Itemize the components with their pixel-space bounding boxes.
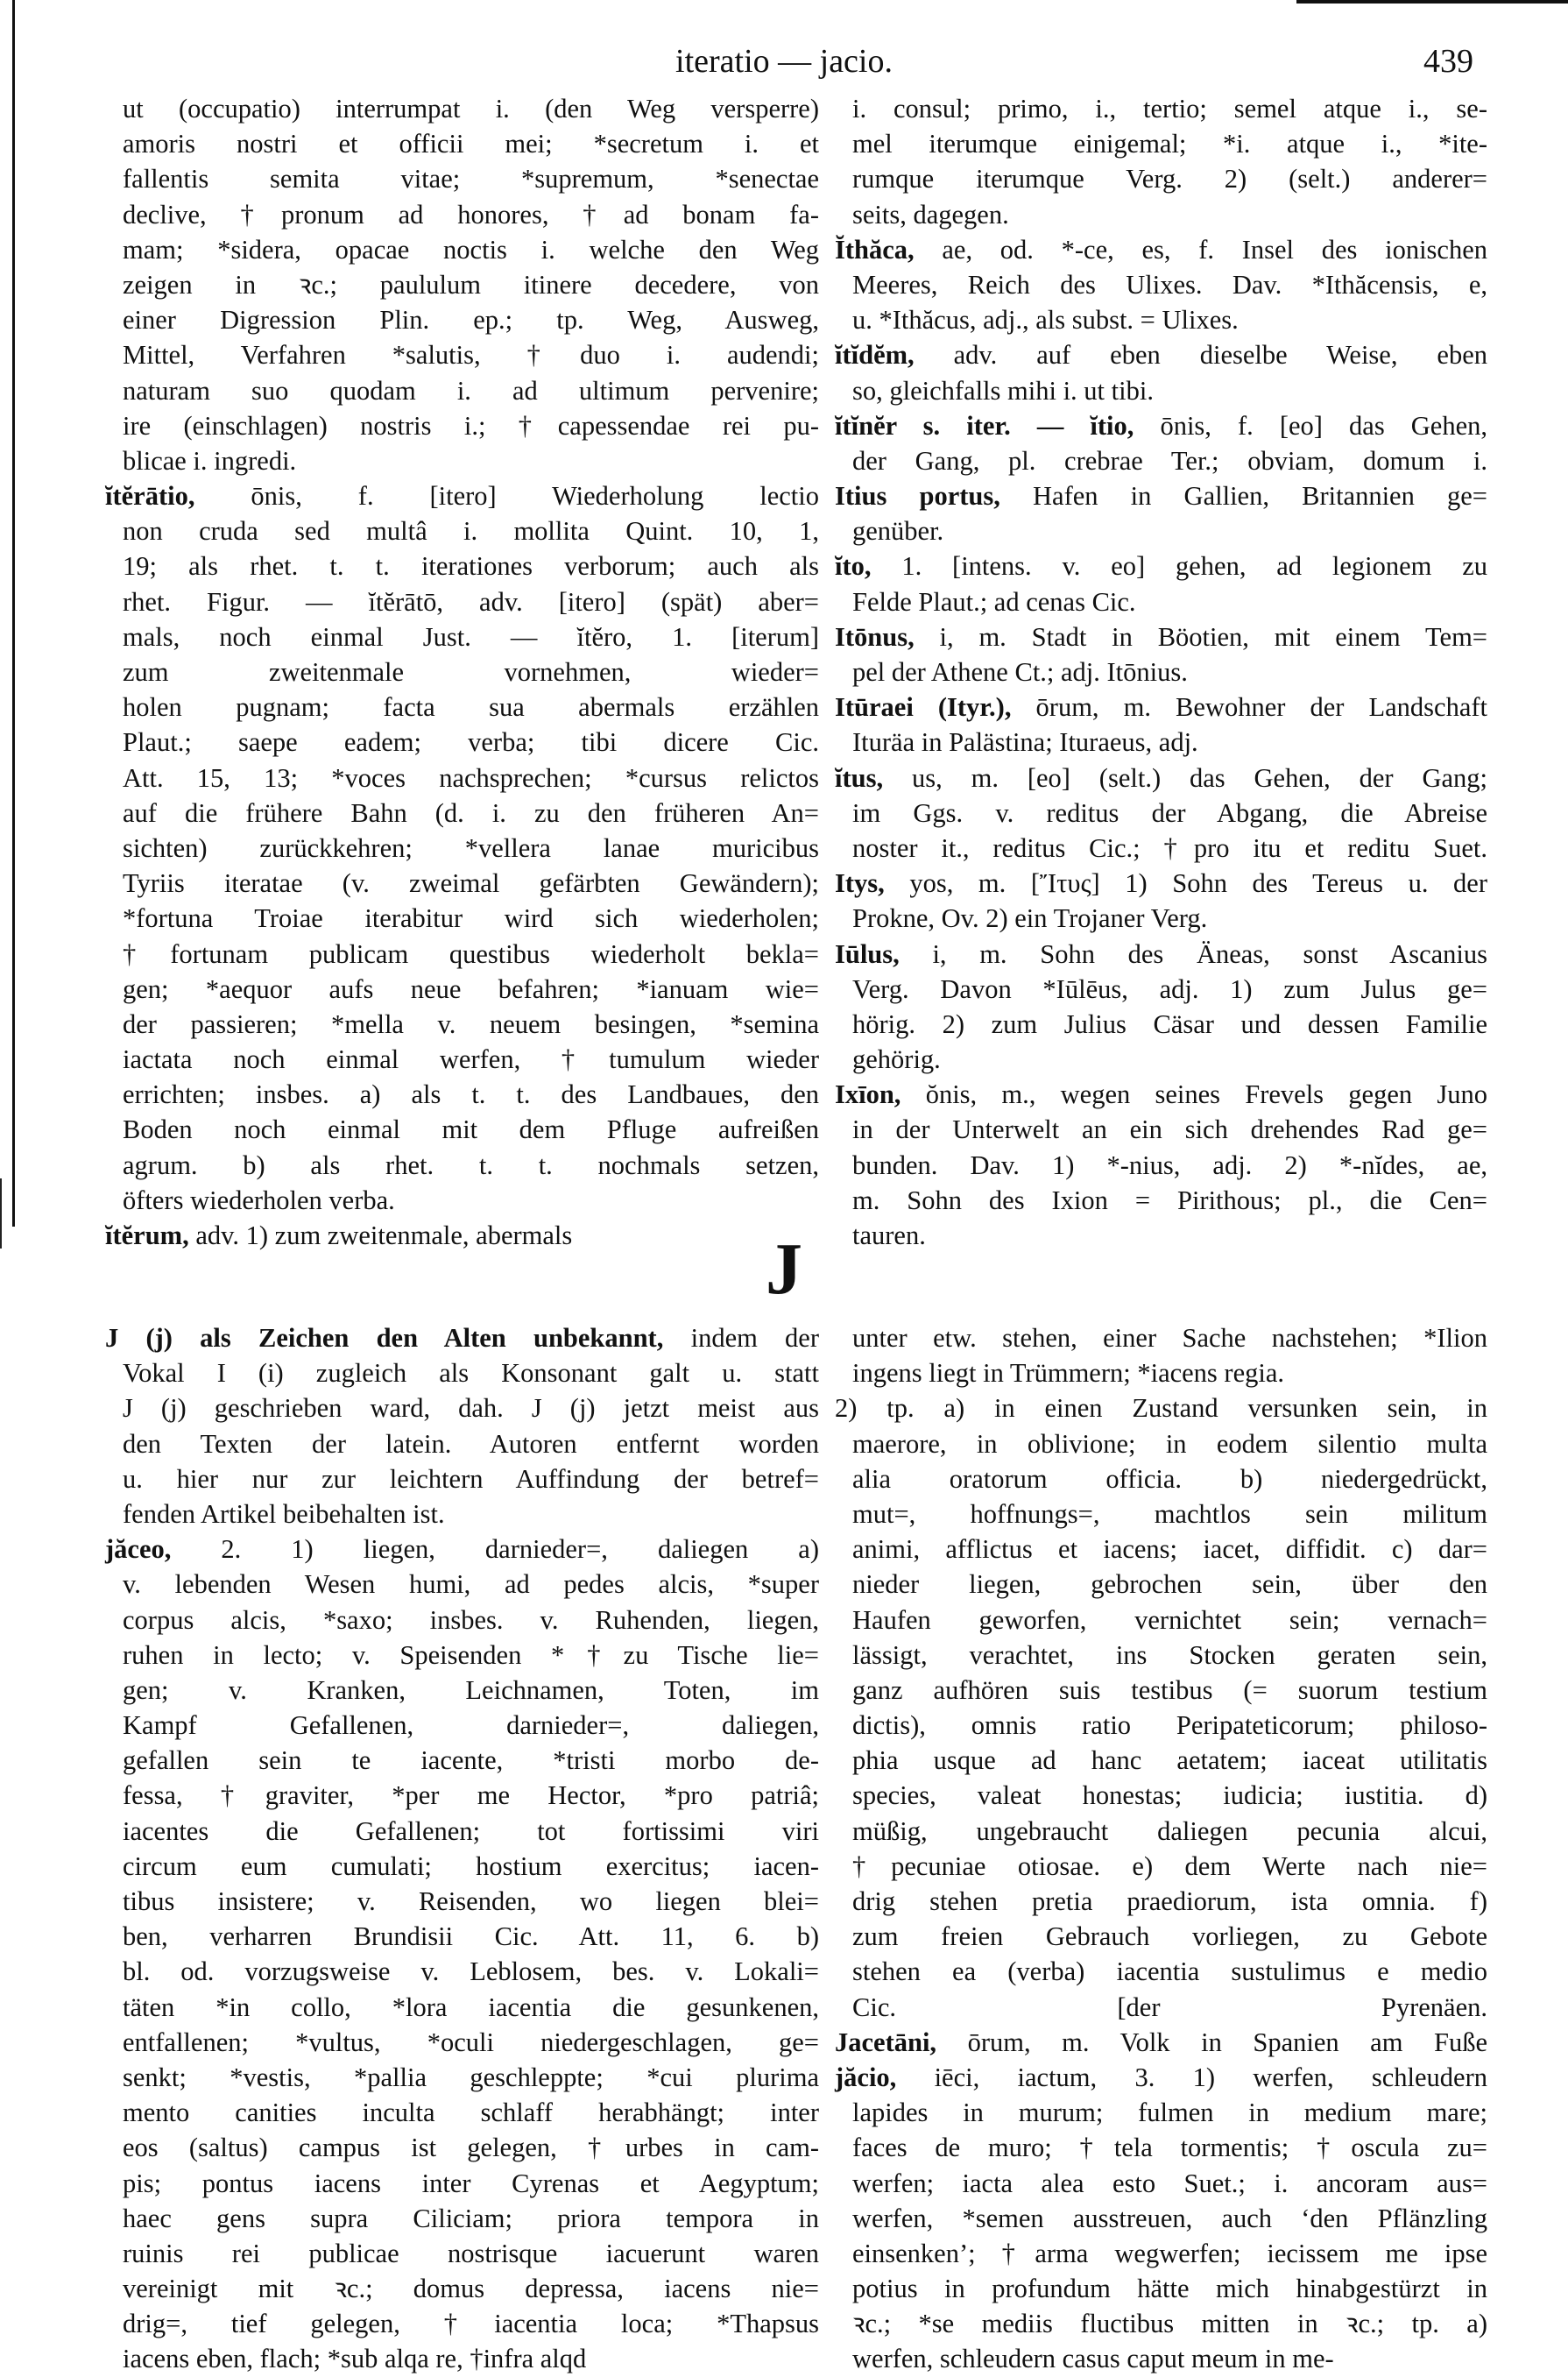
column-bottom-left [105, 1320, 819, 2377]
entry-line: noster it., reditus Cic.; †pro itu et reditu Suet. [852, 832, 1487, 863]
entry-line: werfen, schleudern casus caput meum in me- [852, 2344, 1334, 2374]
entry-line: zeigen in ꝛc.; paululum itinere decedere, von [123, 269, 819, 300]
entry-first-line: ĭto, 1. [intens. v. eo] gehen, ad legionem zu [835, 551, 1487, 582]
entry-line: Cic. [der Pyrenäen. [852, 1991, 1487, 2022]
entry-line: †pecuniae otiosae. e) dem Werte nach nie= [852, 1850, 1487, 1881]
entry-line: species, valeat honestas; iudicia; iustitia. d) [852, 1780, 1487, 1811]
entry-first-line: ĭtĕrum, adv. 1) zum zweitenmale, abermals [105, 1220, 573, 1250]
entry-line: Prokne, Ov. 2) ein Trojaner Verg. [852, 903, 1208, 934]
entry-line: holen pugnam; facta sua abermals erzählen [123, 692, 819, 723]
headword: Ixīon, [835, 1079, 901, 1110]
entry-line: einsenken’; †arma wegwerfen; iecissem me ipse [852, 2238, 1487, 2268]
column-top-left [105, 91, 819, 1253]
entry-first-line: Jacetāni, ōrum, m. Volk in Spanien am Fuße [835, 2027, 1487, 2057]
page-number: 439 [1423, 43, 1473, 80]
headword: Itius portus, [835, 481, 1000, 512]
entry-first-line: ĭtus, us, m. [eo] (selt.) das Gehen, der Gang; [835, 762, 1487, 793]
entry-line: circum eum cumulati; hostium exercitus; iacen- [123, 1850, 819, 1881]
headword: ĭtĭdĕm, [835, 340, 915, 371]
entry-line: drig stehen pretia praediorum, ista omnia. f) [852, 1886, 1487, 1916]
entry-line: maerore, in oblivione; in eodem silentio multa [852, 1428, 1487, 1459]
entry-line: naturam suo quodam i. ad ultimum pervenire; [123, 375, 819, 406]
entry-line: vereinigt mit ꝛc.; domus depressa, iacens nie= [123, 2274, 819, 2304]
entry-line: lapides in murum; fulmen in medium mare; [852, 2098, 1487, 2128]
entry-line: in der Unterwelt an ein sich drehendes Rad ge= [852, 1114, 1487, 1145]
entry-line: mam; *sidera, opacae noctis i. welche den Weg [123, 234, 819, 265]
entry-line: bunden. Dav. 1) *-nius, adj. 2) *-nĭdes, ae, [852, 1150, 1487, 1180]
entry-line: entfallenen; *vultus, *oculi niedergeschlagen, ge= [123, 2027, 819, 2057]
entry-line: hörig. 2) zum Julius Cäsar und dessen Familie [852, 1008, 1487, 1039]
entry-line: iacentes die Gefallenen; tot fortissimi viri [123, 1815, 819, 1846]
entry-line: fessa, †graviter, *per me Hector, *pro patriâ; [123, 1780, 819, 1811]
entry-line: fenden Artikel beibehalten ist. [123, 1498, 445, 1529]
headword: Itys, [835, 868, 885, 899]
entry-line: Mittel, Verfahren *salutis, †duo i. audendi; [123, 340, 819, 371]
entry-line: potius in profundum hätte mich hinabgestürzt in [852, 2274, 1487, 2304]
headword: ĭtĕrātio, [105, 481, 195, 512]
entry-line: u. hier nur zur leichtern Auffindung der betref= [123, 1463, 819, 1494]
entry-line: werfen, *semen ausstreuen, auch ‘den Pflänzling [852, 2203, 1487, 2233]
entry-line: m. Sohn des Ixion = Pirithous; pl., die Cen= [852, 1185, 1487, 1215]
entry-line: senkt; *vestis, *pallia geschleppte; *cui plurima [123, 2062, 819, 2092]
entry-line: dictis), omnis ratio Peripateticorum; philoso- [852, 1710, 1487, 1741]
entry-line: der passieren; *mella v. neuem besingen, *semina [123, 1008, 819, 1039]
entry-line: rhet. Figur. — ĭtĕrātō, adv. [itero] (spät) aber= [123, 586, 819, 617]
entry-line: non cruda sed multâ i. mollita Quint. 10, 1, [123, 516, 819, 547]
headword: ĭto, [835, 551, 872, 582]
entry-line: †fortunam publicam questibus wiederholt bekla= [123, 938, 819, 969]
entry-line: alia oratorum officia. b) niedergedrückt, [852, 1463, 1487, 1494]
column-bottom-right [835, 1320, 1487, 2377]
entry-line: Att. 15, 13; *voces nachsprechen; *cursus relictos [123, 762, 819, 793]
entry-first-line: Itūraei (Ityr.), ōrum, m. Bewohner der Landschaft [835, 692, 1487, 723]
entry-line: der Gang, pl. crebrae Ter.; obviam, domum i. [852, 445, 1487, 476]
running-head [0, 42, 1568, 86]
entry-line: Vokal I (i) zugleich als Konsonant galt u. statt [123, 1358, 819, 1389]
entry-first-line: ĭtĭnĕr s. iter. — ĭtio, ōnis, f. [eo] das Gehen, [835, 410, 1487, 441]
entry-line: unter etw. stehen, einer Sache nachstehen; *Ilion [852, 1323, 1487, 1353]
headword: Jacetāni, [835, 2027, 937, 2057]
entry-line: mel iterumque einigemal; *i. atque i., *ite- [852, 129, 1487, 159]
entry-line: Kampf Gefallenen, darnieder=, daliegen, [123, 1710, 819, 1741]
entry-line: ingens liegt in Trümmern; *iacens regia. [852, 1358, 1285, 1389]
entry-line: ire (einschlagen) nostris i.; †capessendae rei pu- [123, 410, 819, 441]
headword: ĭtĭnĕr s. iter. — ĭtio, [835, 410, 1134, 441]
entry-line: J (j) geschrieben ward, dah. J (j) jetzt meist aus [123, 1393, 819, 1424]
entry-line: haec gens supra Ciliciam; priora tempora in [123, 2203, 819, 2233]
entry-line: auf die frühere Bahn (d. i. zu den früheren An= [123, 797, 819, 828]
entry-first-line: jăcio, iēci, iactum, 3. 1) werfen, schleudern [835, 2062, 1487, 2092]
running-title: iteratio — jacio. [675, 43, 893, 80]
headword: Iūlus, [835, 938, 900, 969]
entry-line: pel der Athene Ct.; adj. Itōnius. [852, 657, 1188, 687]
entry-line: iacens eben, flach; *sub alqa re, †infra alqd [123, 2344, 587, 2374]
entry-line: den Texten der latein. Autoren entfernt worden [123, 1428, 819, 1459]
entry-line: einer Digression Plin. ep.; tp. Weg, Ausweg, [123, 305, 819, 336]
entry-line: Verg. Davon *Iūlēus, adj. 1) zum Julus ge= [852, 973, 1487, 1004]
entry-line: ruinis rei publicae nostrisque iacuerunt waren [123, 2238, 819, 2268]
entry-line: lässigt, verachtet, ins Stocken geraten sein, [852, 1639, 1487, 1670]
scan-edge-top [1296, 0, 1568, 4]
entry-line: öfters wiederholen verba. [123, 1185, 395, 1215]
entry-line: seits, dagegen. [852, 199, 1009, 230]
entry-line: 19; als rhet. t. t. iterationes verborum; auch als [123, 551, 819, 582]
headword: J (j) als Zeichen den Alten unbekannt, [105, 1323, 664, 1353]
entry-first-line: Iūlus, i, m. Sohn des Äneas, sonst Ascanius [835, 938, 1487, 969]
entry-line: v. lebenden Wesen humi, ad pedes alcis, *super [123, 1569, 819, 1600]
entry-line: errichten; insbes. a) als t. t. des Landbaues, den [123, 1079, 819, 1110]
entry-line: blicae i. ingredi. [123, 445, 297, 476]
column-top-right [835, 91, 1487, 1253]
entry-line: iactata noch einmal werfen, †tumulum wieder [123, 1044, 819, 1075]
entry-first-line: J (j) als Zeichen den Alten unbekannt, indem der [105, 1323, 820, 1353]
headword: ĭtus, [835, 762, 884, 793]
entry-first-line: Itius portus, Hafen in Gallien, Britannien ge= [835, 481, 1487, 512]
entry-line: so, gleichfalls mihi i. ut tibi. [852, 375, 1154, 406]
entry-line: Plaut.; saepe eadem; verba; tibi dicere Cic. [123, 727, 819, 758]
entry-line: bl. od. vorzugsweise v. Leblosem, bes. v. Lokali= [123, 1956, 819, 1987]
entry-line: Tyriis iteratae (v. zweimal gefärbten Gewändern); [123, 868, 819, 899]
entry-line: gehörig. [852, 1044, 941, 1075]
entry-line: pis; pontus iacens inter Cyrenas et Aegyptum; [123, 2168, 819, 2198]
entry-line: tauren. [852, 1220, 926, 1250]
entry-line: fallentis semita vitae; *supremum, *senectae [123, 164, 819, 195]
entry-line: u. *Ithăcus, adj., als subst. = Ulixes. [852, 305, 1239, 336]
entry-line: gen; *aequor aufs neue befahren; *ianuam wie= [123, 973, 819, 1004]
entry-line: ruhen in lecto; v. Speisenden *†zu Tische lie= [123, 1639, 819, 1670]
entry-line: declive, †pronum ad honores, †ad bonam fa- [123, 199, 819, 230]
entry-line: phia usque ad hanc aetatem; iaceat utilitatis [852, 1745, 1487, 1776]
entry-line: sichten) zurückkehren; *vellera lanae muricibus [123, 832, 819, 863]
headword: Itūraei (Ityr.), [835, 692, 1012, 723]
entry-line: im Ggs. v. reditus der Abgang, die Abreise [852, 797, 1487, 828]
entry-first-line: ĭtĕrātio, ōnis, f. [itero] Wiederholung lectio [105, 481, 819, 512]
headword: Ĭthăca, [835, 234, 915, 265]
entry-line: Boden noch einmal mit dem Pfluge aufreißen [123, 1114, 819, 1145]
entry-line: täten *in collo, *lora iacentia die gesunkenen, [123, 1991, 819, 2022]
entry-first-line: Ixīon, ŏnis, m., wegen seines Frevels gegen Juno [835, 1079, 1487, 1110]
entry-line: müßig, ungebraucht daliegen pecunia alcui, [852, 1815, 1487, 1846]
scan-edge-left [12, 0, 15, 1227]
entry-line: amoris nostri et officii mei; *secretum i. et [123, 129, 819, 159]
entry-line: eos (saltus) campus ist gelegen, †urbes in cam- [123, 2133, 819, 2163]
entry-line: gefallen sein te iacente, *tristi morbo de- [123, 1745, 819, 1776]
entry-first-line: Ĭthăca, ae, od. *-ce, es, f. Insel des ionischen [835, 234, 1487, 265]
headword: Itōnus, [835, 621, 915, 652]
entry-line: tibus insistere; v. Reisenden, wo liegen blei= [123, 1886, 819, 1916]
entry-line: animi, afflictus et iacens; iacet, diffidit. c) dar= [852, 1534, 1487, 1565]
entry-line: Ituräa in Palästina; Ituraeus, adj. [852, 727, 1198, 758]
entry-line: Haufen geworfen, vernichtet sein; vernach= [852, 1604, 1487, 1635]
entry-line: faces de muro; †tela tormentis; †oscula zu= [852, 2133, 1487, 2163]
entry-line: corpus alcis, *saxo; insbes. v. Ruhenden, liegen, [123, 1604, 819, 1635]
headword: ĭtĕrum, [105, 1220, 189, 1250]
entry-line: nieder liegen, gebrochen sein, über den [852, 1569, 1487, 1600]
entry-first-line: jăceo, 2. 1) liegen, darnieder=, daliegen a) [105, 1534, 819, 1565]
entry-line: genüber. [852, 516, 944, 547]
entry-line: ben, verharren Brundisii Cic. Att. 11, 6. b) [123, 1921, 819, 1952]
headword: jăcio, [835, 2062, 897, 2092]
entry-first-line: Itōnus, i, m. Stadt in Böotien, mit einem Tem= [835, 621, 1487, 652]
section-letter-heading: J [766, 1228, 802, 1310]
entry-line: gen; v. Kranken, Leichnamen, Toten, im [123, 1674, 819, 1705]
entry-line: ut (occupatio) interrumpat i. (den Weg versperre) [123, 94, 819, 124]
entry-line: werfen; iacta alea esto Suet.; i. ancoram aus= [852, 2168, 1487, 2198]
entry-line: zum freien Gebrauch vorliegen, zu Gebote [852, 1921, 1487, 1952]
entry-line: ganz aufhören suis testibus (= suorum testium [852, 1674, 1487, 1705]
entry-line: rumque iterumque Verg. 2) (selt.) anderer= [852, 164, 1487, 195]
entry-line: i. consul; primo, i., tertio; semel atque i., se- [852, 94, 1487, 124]
entry-line: mut=, hoffnungs=, machtlos sein militum [852, 1498, 1487, 1529]
entry-line: agrum. b) als rhet. t. t. nochmals setzen, [123, 1150, 819, 1180]
entry-line: mento canities inculta schlaff herabhängt; inter [123, 2098, 819, 2128]
entry-first-line: Itys, yos, m. [Ἴτυς] 1) Sohn des Tereus u. der [835, 868, 1487, 899]
entry-first-line: ĭtĭdĕm, adv. auf eben dieselbe Weise, eben [835, 340, 1487, 371]
entry-line: Felde Plaut.; ad cenas Cic. [852, 586, 1136, 617]
entry-line: mals, noch einmal Just. — ĭtĕro, 1. [iterum] [123, 621, 819, 652]
entry-line: ꝛc.; *se mediis fluctibus mitten in ꝛc.; tp. a) [852, 2309, 1487, 2339]
entry-line: Meeres, Reich des Ulixes. Dav. *Ithăcensis, e, [852, 269, 1487, 300]
entry-line: drig=, tief gelegen, †iacentia loca; *Thapsus [123, 2309, 819, 2339]
entry-line: 2) tp. a) in einen Zustand versunken sein, in [835, 1393, 1487, 1424]
entry-line: *fortuna Troiae iterabitur wird sich wiederholen; [123, 903, 819, 934]
entry-line: zum zweitenmale vornehmen, wieder= [123, 657, 819, 687]
headword: jăceo, [105, 1534, 172, 1565]
entry-line: stehen ea (verba) iacentia sustulimus e medio [852, 1956, 1487, 1987]
